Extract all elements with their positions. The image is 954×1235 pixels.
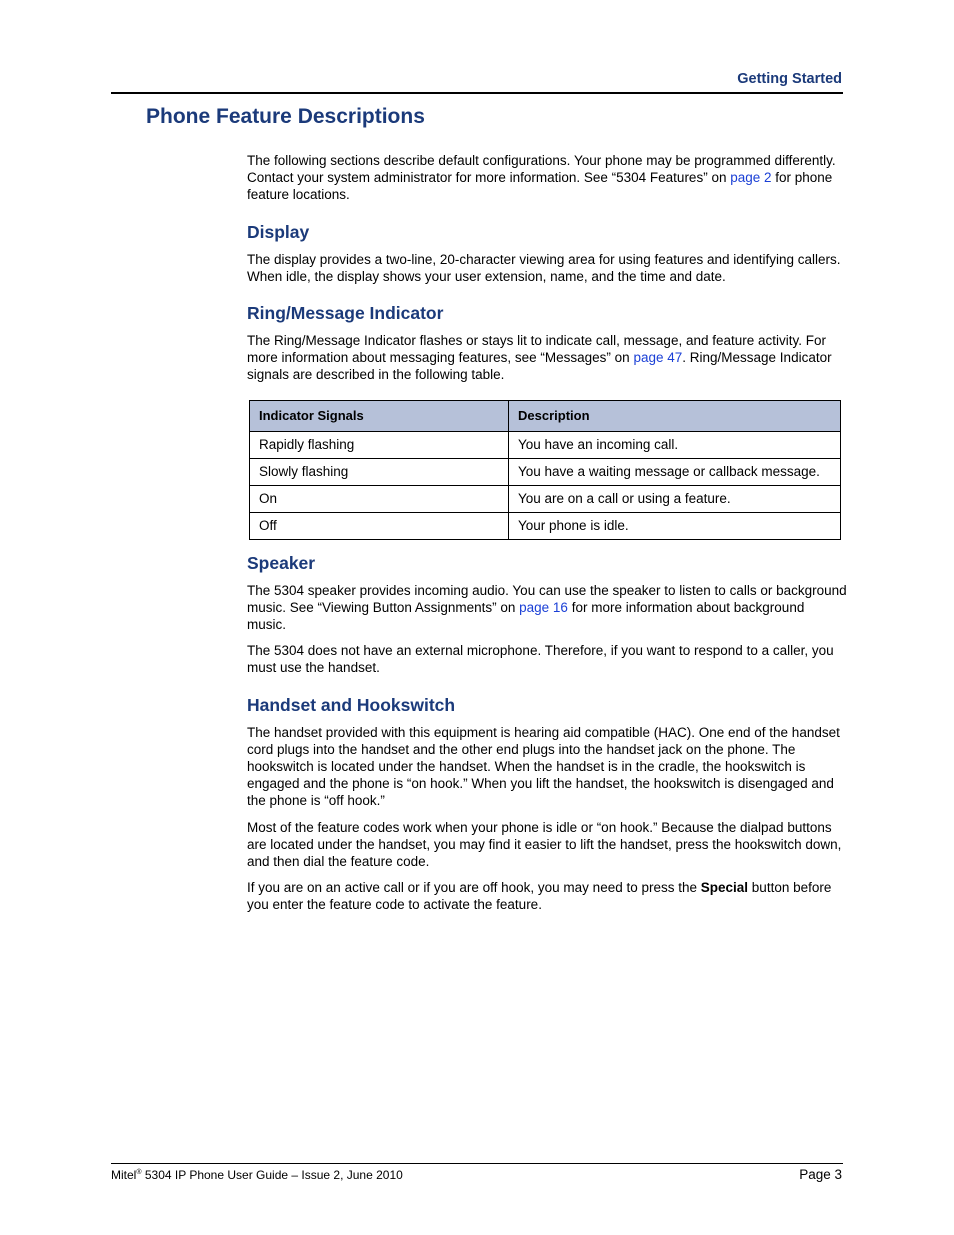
registered-mark: ® xyxy=(136,1169,142,1176)
ring-text: The Ring/Message Indicator flashes or stays lit to indicate call, message, and feature activity. For more information about messaging features, see “Messages” on xyxy=(247,333,827,366)
table-row xyxy=(250,485,841,512)
ring-indicator-heading: Ring/Message Indicator xyxy=(247,303,444,324)
table-header-indicator-signals: Indicator Signals xyxy=(250,400,509,431)
header-section-title: Getting Started xyxy=(737,71,842,87)
table-cell-signal: Off xyxy=(250,512,509,539)
header-divider xyxy=(111,92,843,94)
speaker-heading: Speaker xyxy=(247,552,316,573)
handset-heading: Handset and Hookswitch xyxy=(247,694,456,715)
table-cell-signal: Slowly flashing xyxy=(250,458,509,485)
table-row xyxy=(250,512,841,539)
page-47-link[interactable]: page 47 xyxy=(633,350,683,366)
table-cell-signal: On xyxy=(250,485,509,512)
handset-text-end: button before you enter the feature code to activate the feature. xyxy=(247,880,832,913)
footer-guide-title xyxy=(111,1168,403,1182)
table-header-row xyxy=(250,400,841,431)
speaker-paragraph-2: The 5304 does not have an external microphone. Therefore, if you want to respond to a caller, you must use the handset. xyxy=(247,643,834,676)
page-title: Phone Feature Descriptions xyxy=(146,105,425,128)
ring-text-end: . Ring/Message Indicator signals are described in the following table. xyxy=(247,350,832,383)
special-button-label: Special xyxy=(700,880,749,896)
page-16-link[interactable]: page 16 xyxy=(519,599,568,615)
table-cell-description: Your phone is idle. xyxy=(509,512,841,539)
main-content xyxy=(247,152,847,923)
handset-paragraph-3 xyxy=(247,879,847,913)
speaker-paragraph-1 xyxy=(247,582,847,634)
intro-text-end: for phone feature locations. xyxy=(247,170,833,203)
footer-divider xyxy=(111,1163,843,1164)
table-row xyxy=(250,458,841,485)
page-number: Page 3 xyxy=(799,1167,842,1182)
table-cell-description: You have an incoming call. xyxy=(509,431,841,458)
display-heading: Display xyxy=(247,221,310,242)
intro-text: The following sections describe default configurations. Your phone may be programmed differently. Contact your system administrator for more information. See “5304 Features” on xyxy=(247,153,836,186)
speaker-text: The 5304 speaker provides incoming audio. You can use the speaker to listen to calls or background music. See “Viewing Button Assignments” on xyxy=(247,582,847,615)
footer-guide-text: 5304 IP Phone User Guide – Issue 2, June 2010 xyxy=(141,1168,403,1182)
page-2-link[interactable]: page 2 xyxy=(730,170,772,186)
handset-paragraph-2: Most of the feature codes work when your phone is idle or “on hook.” Because the dialpad buttons are located under the handset, you may find it easier to lift the handset, press the hookswitch down, and then dial the feature code. xyxy=(247,819,842,870)
table-header-description: Description xyxy=(509,400,841,431)
table-cell-signal: Rapidly flashing xyxy=(250,431,509,458)
table-row xyxy=(250,431,841,458)
table-cell-description: You have a waiting message or callback message. xyxy=(509,458,841,485)
handset-text: If you are on an active call or if you are off hook, you may need to press the xyxy=(247,880,701,896)
handset-paragraph-1: The handset provided with this equipment is hearing aid compatible (HAC). One end of the handset cord plugs into the handset and the other end plugs into the handset jack on the phone. The hookswitch is located under the handset. When the handset is in the cradle, the hookswitch is engaged and the phone is “on hook.” When you lift the handset, the hookswitch is disengaged and the phone is “off hook.” xyxy=(247,724,840,809)
ring-indicator-paragraph xyxy=(247,332,847,384)
indicator-signals-table xyxy=(249,400,841,540)
speaker-text-end: for more information about background music. xyxy=(247,599,805,633)
table-cell-description: You are on a call or using a feature. xyxy=(509,485,841,512)
display-paragraph: The display provides a two-line, 20-character viewing area for using features and identifying callers. When idle, the display shows your user extension, name, and the time and date. xyxy=(247,251,841,284)
intro-paragraph xyxy=(247,152,847,204)
footer-brand: Mitel xyxy=(111,1168,137,1182)
